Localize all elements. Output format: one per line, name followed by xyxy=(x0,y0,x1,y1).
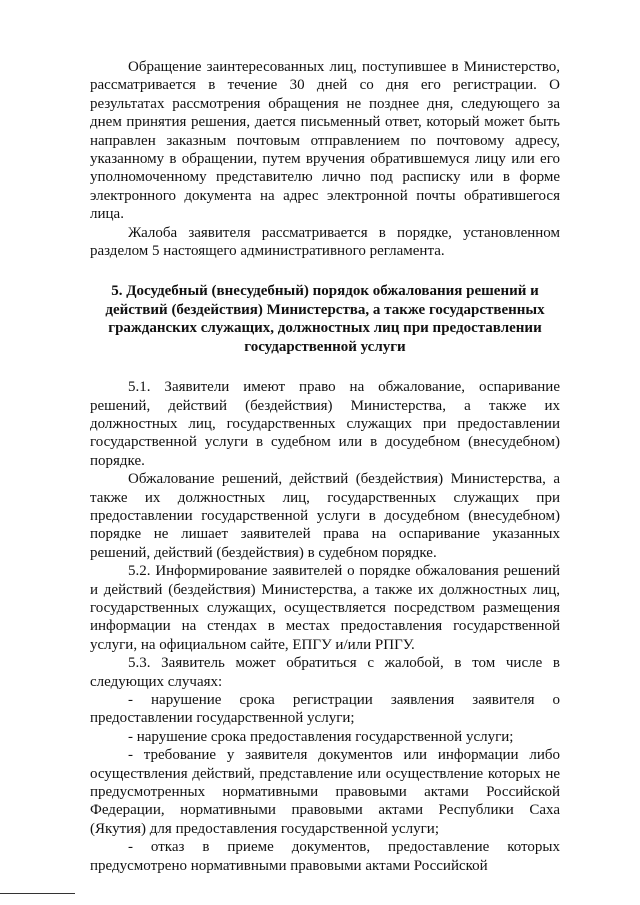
section-5-heading: 5. Досудебный (внесудебный) порядок обжалования решений и действий (бездействия) Министерства, а также государственных гражданских служащих, должностных лиц при предоставлении государственной услуги xyxy=(105,283,545,355)
paragraph-appeal-pretrial: Обжалование решений, действий (бездействия) Министерства, а также их должностных лиц, государственных служащих при предоставлении государственной услуги в досудебном (внесудебном) порядке не лишает заявителей права на оспаривание указанных решений, действий (бездействия) в судебном порядке. xyxy=(90,471,560,561)
document-page xyxy=(90,58,560,875)
footnote-divider xyxy=(0,893,75,894)
list-item-service-deadline: - нарушение срока предоставления государственной услуги; xyxy=(128,728,514,745)
list-item-document-requirement: - требование у заявителя документов или информации либо осуществления действий, представление или осуществление которых не предусмотренных нормативными правовыми актами Российской Федерации, нормативными правовыми актами Республики Саха (Якутия) для предоставления государственной услуги; xyxy=(90,747,560,837)
paragraph-complaint-review: Жалоба заявителя рассматривается в порядке, установленном разделом 5 настоящего административного регламента. xyxy=(90,224,560,260)
list-item-registration-deadline: - нарушение срока регистрации заявления заявителя о предоставлении государственной услуги; xyxy=(90,692,560,727)
paragraph-5-1: 5.1. Заявители имеют право на обжалование, оспаривание решений, действий (бездействия) Министерства, а также их должностных лиц, государственных служащих при предоставлении государственной услуги в судебном или в досудебном (внесудебном) порядке. xyxy=(90,379,560,469)
list-item-refusal: - отказ в приеме документов, предоставление которых предусмотрено нормативными правовыми актами Российской xyxy=(90,839,560,874)
paragraph-5-3: 5.3. Заявитель может обратиться с жалобой, в том числе в следующих случаях: xyxy=(90,655,560,690)
paragraph-5-2: 5.2. Информирование заявителей о порядке обжалования решений и действий (бездействия) Министерства, а также их должностных лиц, государственных служащих, осуществляется посредством размещения информации на стендах в местах предоставления государственной услуги, на официальном сайте, ЕПГУ и/или РПГУ. xyxy=(90,563,560,653)
paragraph-appeal-review: Обращение заинтересованных лиц, поступившее в Министерство, рассматривается в течение 30 дней со дня его регистрации. О результатах рассмотрения обращения не позднее дня, следующего за днем принятия решения, дается письменный ответ, который может быть направлен заказным почтовым отправлением по почтовому адресу, указанному в обращении, путем вручения обратившемуся лицу или его уполномоченному представителю лично под расписку или в форме электронного документа на адрес электронной почты обратившегося лица. xyxy=(90,59,560,223)
